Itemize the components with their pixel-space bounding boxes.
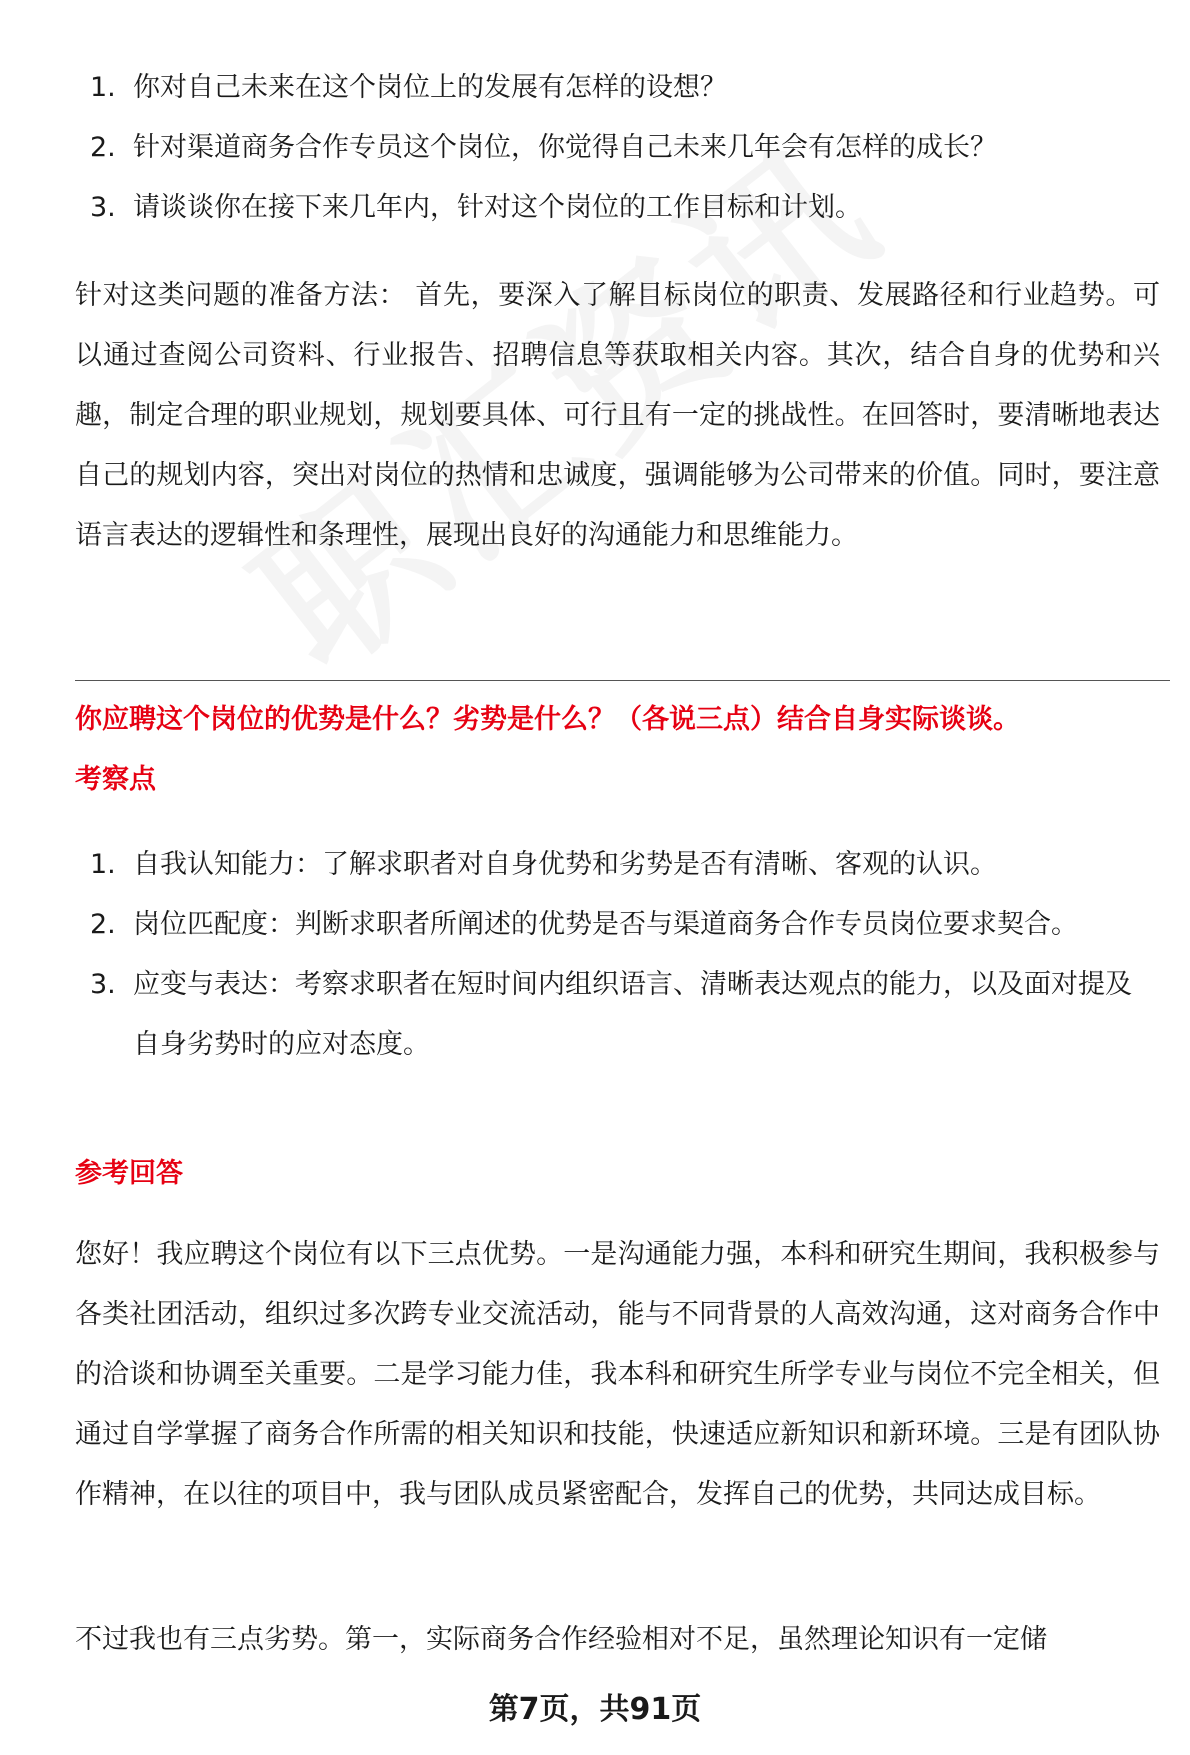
list-text: 针对渠道商务合作专员这个岗位，你觉得自己未来几年会有怎样的成长？: [133, 132, 997, 163]
list-text: 应变与表达：考察求职者在短时间内组织语言、清晰表达观点的能力，以及面对提及自身劣势时的应对态度。: [133, 969, 1132, 1060]
list-item: [78, 895, 1158, 955]
list-text: 你对自己未来在这个岗位上的发展有怎样的设想？: [133, 72, 727, 103]
answer-heading: 参考回答: [75, 1158, 183, 1189]
list-text: 岗位匹配度：判断求职者所阐述的优势是否与渠道商务合作专员岗位要求契合。: [133, 909, 1078, 940]
check-points-list: [78, 835, 1158, 1075]
list-number: 2.: [90, 909, 116, 940]
list-item: [78, 178, 1118, 238]
check-points-heading: 考察点: [75, 764, 156, 795]
list-number: 2.: [90, 132, 116, 163]
answer-paragraph: 您好！我应聘这个岗位有以下三点优势。一是沟通能力强，本科和研究生期间，我积极参与各类社团活动，组织过多次跨专业交流活动，能与不同背景的人高效沟通，这对商务合作中的洽谈和协调至关重要。二是学习能力佳，我本科和研究生所学专业与岗位不完全相关，但通过自学掌握了商务合作所需的相关知识和技能，快速适应新知识和新环境。三是有团队协作精神，在以往的项目中，我与团队成员紧密配合，发挥自己的优势，共同达成目标。: [75, 1239, 1160, 1510]
list-text: 请谈谈你在接下来几年内，针对这个岗位的工作目标和计划。: [133, 192, 862, 223]
list-number: 1.: [90, 849, 116, 880]
list-item: [78, 835, 1158, 895]
section-divider: [75, 680, 1170, 681]
list-number: 3.: [90, 969, 116, 1000]
question-title: 你应聘这个岗位的优势是什么？劣势是什么？（各说三点）结合自身实际谈谈。: [75, 704, 1020, 735]
list-item: [78, 955, 1158, 1075]
list-item: [78, 58, 1118, 118]
page-footer: 第7页，共91页: [488, 1692, 702, 1727]
list-text: 自我认知能力：了解求职者对自身优势和劣势是否有清晰、客观的认识。: [133, 849, 997, 880]
question-list-top: [78, 58, 1118, 238]
list-number: 3.: [90, 192, 116, 223]
prep-paragraph: 针对这类问题的准备方法： 首先，要深入了解目标岗位的职责、发展路径和行业趋势。可以通过查阅公司资料、行业报告、招聘信息等获取相关内容。其次，结合自身的优势和兴趣，制定合理的职业规划，规划要具体、可行且有一定的挑战性。在回答时，要清晰地表达自己的规划内容，突出对岗位的热情和忠诚度，强调能够为公司带来的价值。同时，要注意语言表达的逻辑性和条理性，展现出良好的沟通能力和思维能力。: [75, 280, 1160, 551]
list-item: [78, 118, 1118, 178]
list-number: 1.: [90, 72, 116, 103]
answer-paragraph: 不过我也有三点劣势。第一，实际商务合作经验相对不足，虽然理论知识有一定储: [75, 1624, 1047, 1655]
